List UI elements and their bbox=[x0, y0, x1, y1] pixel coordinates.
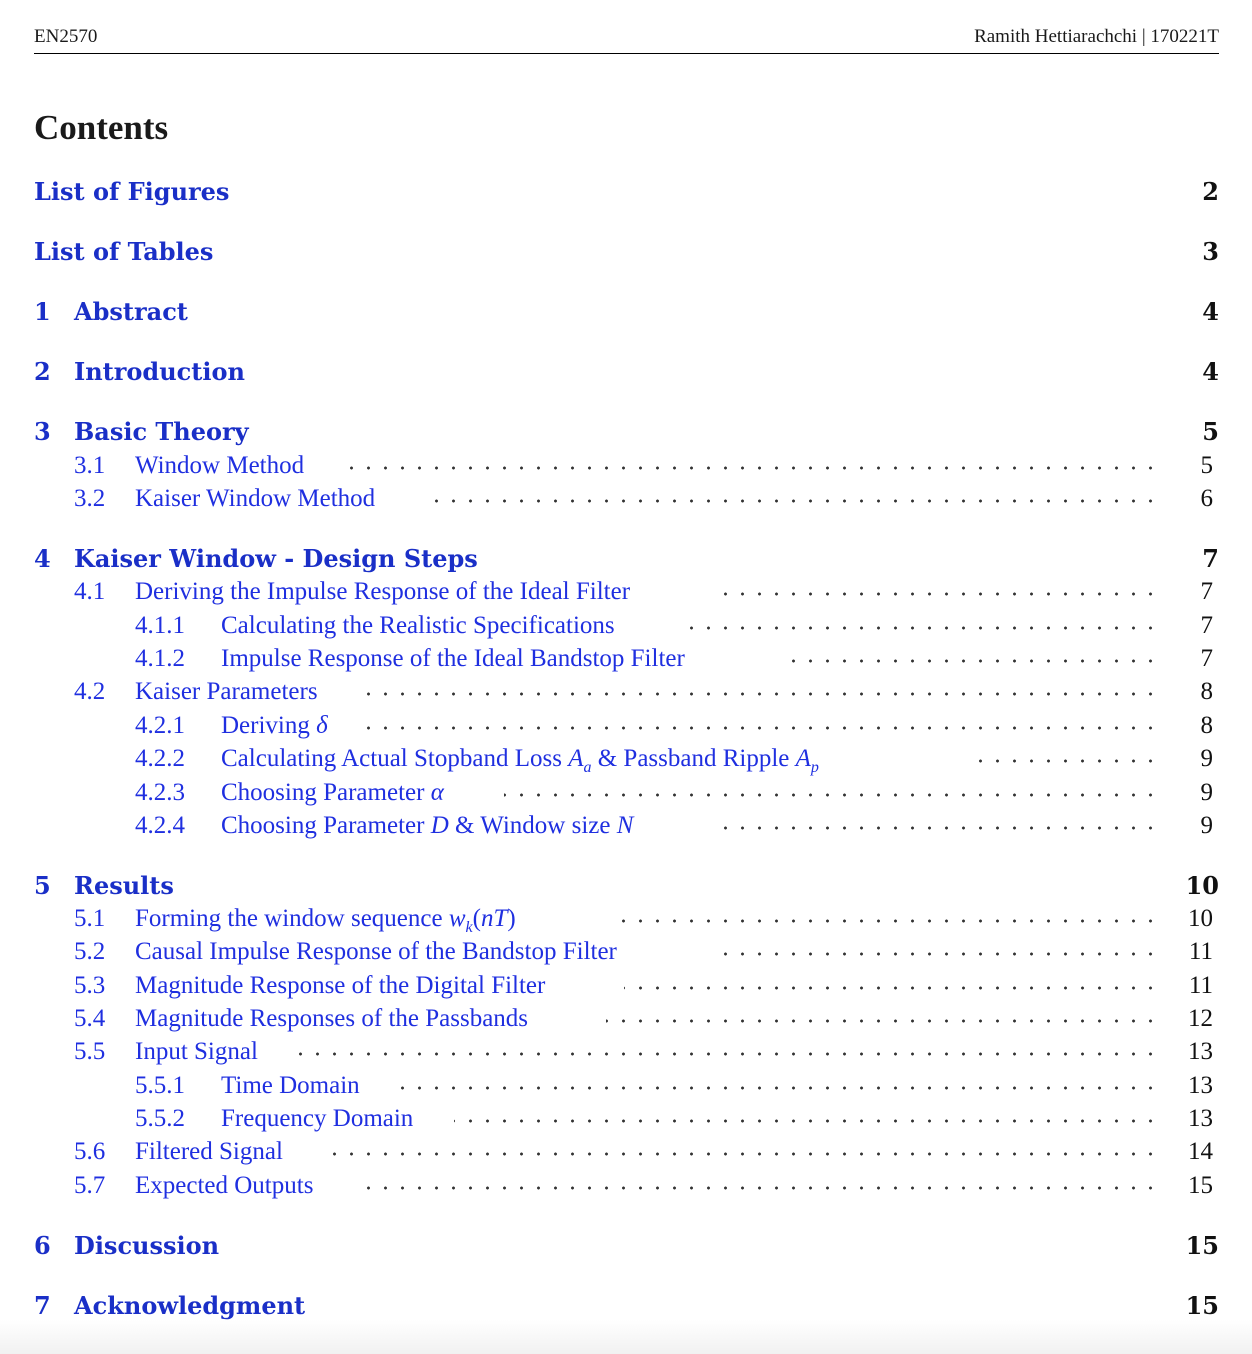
toc-entry-label[interactable] bbox=[135, 905, 516, 937]
toc-entry-number[interactable]: 4.2 bbox=[74, 678, 106, 705]
toc-entry-section-4-2-3[interactable] bbox=[34, 779, 1219, 813]
toc-entry-section-3[interactable] bbox=[34, 417, 1219, 451]
toc-entry-page: 7 bbox=[1200, 645, 1213, 672]
toc-entry-page: 7 bbox=[1200, 578, 1213, 605]
toc-entry-section-5-5-2[interactable] bbox=[34, 1105, 1219, 1139]
toc-entry-page: 8 bbox=[1200, 712, 1213, 739]
toc-entry-label[interactable]: List of Tables bbox=[34, 237, 214, 266]
toc-entry-section-5-4[interactable] bbox=[34, 1005, 1219, 1039]
toc-entry-page: 15 bbox=[1188, 1172, 1213, 1199]
toc-entry-number[interactable]: 5.4 bbox=[74, 1005, 106, 1032]
toc-entry-page: 12 bbox=[1188, 1005, 1213, 1032]
toc-entry-label[interactable]: Kaiser Window Method bbox=[135, 485, 376, 512]
toc-entry-number[interactable]: 3.2 bbox=[74, 485, 106, 512]
dot-leader bbox=[969, 759, 1159, 763]
toc-entry-section-4-1[interactable] bbox=[34, 578, 1219, 612]
toc-entry-page: 11 bbox=[1188, 972, 1213, 999]
toc-entry-section-5-3[interactable] bbox=[34, 972, 1219, 1006]
toc-entry-number[interactable]: 4.1.1 bbox=[135, 612, 185, 639]
toc-entry-page: 4 bbox=[1202, 297, 1219, 326]
toc-entry-section-4-2-4[interactable] bbox=[34, 812, 1219, 846]
toc-entry-section-7[interactable] bbox=[34, 1291, 1219, 1325]
dot-leader bbox=[614, 919, 1159, 923]
toc-entry-page: 9 bbox=[1200, 745, 1213, 772]
toc-entry-list-of-figures[interactable] bbox=[34, 177, 1219, 211]
toc-entry-section-1[interactable] bbox=[34, 297, 1219, 331]
dot-leader bbox=[624, 986, 1159, 990]
toc-entry-number[interactable]: 5.2 bbox=[74, 938, 106, 965]
toc-entry-page: 15 bbox=[1185, 1231, 1219, 1260]
toc-entry-number[interactable]: 5.7 bbox=[74, 1172, 106, 1199]
toc-entry-label[interactable]: Introduction bbox=[74, 357, 245, 386]
toc-entry-section-3-2[interactable] bbox=[34, 485, 1219, 519]
label-text: Forming the window sequence bbox=[135, 905, 449, 932]
toc-entry-label[interactable]: Basic Theory bbox=[74, 417, 249, 446]
toc-entry-section-5-6[interactable] bbox=[34, 1138, 1219, 1172]
toc-entry-page: 14 bbox=[1188, 1138, 1213, 1165]
toc-entry-label[interactable]: Causal Impulse Response of the Bandstop Filter bbox=[135, 938, 617, 965]
toc-entry-page: 15 bbox=[1185, 1291, 1219, 1320]
toc-entry-page: 9 bbox=[1200, 812, 1213, 839]
math-symbol: $w_k$ bbox=[448, 905, 473, 936]
toc-entry-number[interactable]: 4.2.2 bbox=[135, 745, 185, 772]
toc-entry-number[interactable]: 4.1 bbox=[74, 578, 106, 605]
toc-entry-page: 7 bbox=[1202, 544, 1219, 573]
dot-leader bbox=[342, 466, 1159, 470]
toc-entry-section-2[interactable] bbox=[34, 357, 1219, 391]
toc-entry-number[interactable]: 4.2.1 bbox=[135, 712, 185, 739]
toc-entry-section-5-7[interactable] bbox=[34, 1172, 1219, 1206]
math-symbol: δ bbox=[316, 712, 328, 739]
toc-entry-label[interactable]: Impulse Response of the Ideal Bandstop Filter bbox=[221, 645, 685, 672]
dot-leader bbox=[504, 793, 1159, 797]
toc-entry-label[interactable]: Abstract bbox=[74, 297, 188, 326]
toc-entry-section-5-5[interactable] bbox=[34, 1038, 1219, 1072]
toc-entry-page: 3 bbox=[1202, 237, 1219, 266]
toc-entry-section-3-1[interactable] bbox=[34, 452, 1219, 486]
dot-leader bbox=[686, 626, 1159, 630]
toc-entry-number[interactable]: 1 bbox=[34, 297, 51, 326]
dot-leader bbox=[606, 1019, 1159, 1023]
toc-entry-number[interactable]: 4 bbox=[34, 544, 51, 573]
toc-entry-number[interactable]: 2 bbox=[34, 357, 51, 386]
math-symbol: α bbox=[430, 779, 444, 806]
label-text: & Passband Ripple bbox=[591, 745, 796, 772]
dot-leader bbox=[716, 952, 1159, 956]
dot-leader bbox=[427, 499, 1159, 503]
toc-entry-section-4-1-2[interactable] bbox=[34, 645, 1219, 679]
toc-entry-label[interactable]: Kaiser Parameters bbox=[135, 678, 318, 705]
toc-entry-label[interactable] bbox=[221, 779, 444, 807]
dot-leader bbox=[778, 659, 1159, 663]
course-code: EN2570 bbox=[34, 26, 98, 47]
page-title: Contents bbox=[34, 108, 169, 147]
label-text: Deriving bbox=[221, 712, 317, 739]
label-text: Choosing Parameter bbox=[221, 779, 431, 806]
toc-entry-number[interactable]: 3 bbox=[34, 417, 51, 446]
toc-entry-section-5-1[interactable] bbox=[34, 905, 1219, 939]
toc-entry-section-4-2-1[interactable] bbox=[34, 712, 1219, 746]
toc-entry-section-4-2[interactable] bbox=[34, 678, 1219, 712]
toc-entry-page: 5 bbox=[1200, 452, 1213, 479]
toc-entry-page: 13 bbox=[1188, 1105, 1213, 1132]
toc-entry-section-5[interactable] bbox=[34, 871, 1219, 905]
toc-entry-page: 11 bbox=[1188, 938, 1213, 965]
toc-entry-label[interactable]: Frequency Domain bbox=[221, 1105, 414, 1132]
math-symbol: (nT) bbox=[472, 905, 516, 932]
dot-leader bbox=[326, 1152, 1159, 1156]
math-symbol: $A_p$ bbox=[795, 745, 819, 776]
toc-entry-number[interactable]: 4.1.2 bbox=[135, 645, 185, 672]
toc-entry-number[interactable]: 7 bbox=[34, 1291, 51, 1320]
toc-entry-label[interactable]: List of Figures bbox=[34, 177, 230, 206]
label-text: & Window size bbox=[448, 812, 617, 839]
toc-entry-label[interactable]: Magnitude Response of the Digital Filter bbox=[135, 972, 546, 999]
toc-entry-number[interactable]: 4.2.3 bbox=[135, 779, 185, 806]
math-symbol: N bbox=[616, 812, 634, 839]
toc-entry-number[interactable]: 5.1 bbox=[74, 905, 106, 932]
toc-entry-section-5-2[interactable] bbox=[34, 938, 1219, 972]
toc-entry-label[interactable]: Time Domain bbox=[221, 1072, 360, 1099]
dot-leader bbox=[394, 1086, 1159, 1090]
toc-entry-page: 10 bbox=[1185, 871, 1219, 900]
toc-entry-label[interactable]: Magnitude Responses of the Passbands bbox=[135, 1005, 529, 1032]
toc-entry-section-5-5-1[interactable] bbox=[34, 1072, 1219, 1106]
toc-entry-number[interactable]: 4.2.4 bbox=[135, 812, 185, 839]
label-text: Choosing Parameter bbox=[221, 812, 431, 839]
toc-entry-label[interactable]: Window Method bbox=[135, 452, 305, 479]
math-symbol: $A_a$ bbox=[568, 745, 592, 776]
toc-entry-label[interactable] bbox=[221, 812, 633, 840]
toc-entry-number[interactable]: 5 bbox=[34, 871, 51, 900]
toc-entry-page: 2 bbox=[1202, 177, 1219, 206]
dot-leader bbox=[364, 692, 1159, 696]
dot-leader bbox=[362, 726, 1159, 730]
toc-entry-label[interactable]: Results bbox=[74, 871, 174, 900]
toc-entry-section-6[interactable] bbox=[34, 1231, 1219, 1265]
toc-entry-label[interactable]: Deriving the Impulse Response of the Ideal Filter bbox=[135, 578, 631, 605]
label-text: Calculating Actual Stopband Loss bbox=[221, 745, 569, 772]
toc-entry-section-4-1-1[interactable] bbox=[34, 612, 1219, 646]
page-header bbox=[34, 26, 1219, 54]
toc-entry-number[interactable]: 5.6 bbox=[74, 1138, 106, 1165]
dot-leader bbox=[364, 1186, 1159, 1190]
toc-entry-label[interactable] bbox=[221, 745, 819, 777]
toc-entry-page: 5 bbox=[1202, 417, 1219, 446]
author-info: Ramith Hettiarachchi | 170221T bbox=[974, 26, 1219, 47]
dot-leader bbox=[724, 592, 1159, 596]
toc-entry-page: 13 bbox=[1188, 1038, 1213, 1065]
toc-entry-number[interactable]: 3.1 bbox=[74, 452, 106, 479]
dot-leader bbox=[296, 1052, 1159, 1056]
toc-entry-page: 7 bbox=[1200, 612, 1213, 639]
toc-entry-page: 10 bbox=[1188, 905, 1213, 932]
toc-entry-label[interactable]: Discussion bbox=[74, 1231, 220, 1260]
toc-entry-page: 9 bbox=[1200, 779, 1213, 806]
toc-entry-label[interactable] bbox=[221, 712, 328, 740]
toc-entry-label[interactable]: Input Signal bbox=[135, 1038, 258, 1065]
toc-entry-number[interactable]: 5.5 bbox=[74, 1038, 106, 1065]
toc-entry-label[interactable]: Kaiser Window - Design Steps bbox=[74, 544, 478, 573]
toc-entry-page: 6 bbox=[1200, 485, 1213, 512]
toc-entry-page: 4 bbox=[1202, 357, 1219, 386]
toc-entry-number[interactable]: 5.5.1 bbox=[135, 1072, 185, 1099]
math-symbol: D bbox=[430, 812, 449, 839]
toc-entry-number[interactable]: 6 bbox=[34, 1231, 51, 1260]
toc-entry-label[interactable]: Calculating the Realistic Specifications bbox=[221, 612, 615, 639]
toc-entry-page: 8 bbox=[1200, 678, 1213, 705]
toc-entry-label[interactable]: Filtered Signal bbox=[135, 1138, 283, 1165]
toc-entry-section-4[interactable] bbox=[34, 544, 1219, 578]
toc-entry-list-of-tables[interactable] bbox=[34, 237, 1219, 271]
toc-entry-section-4-2-2[interactable] bbox=[34, 745, 1219, 779]
toc-entry-label[interactable]: Expected Outputs bbox=[135, 1172, 314, 1199]
toc-entry-number[interactable]: 5.5.2 bbox=[135, 1105, 185, 1132]
dot-leader bbox=[454, 1119, 1159, 1123]
toc-entry-label[interactable]: Acknowledgment bbox=[74, 1291, 306, 1320]
toc-entry-number[interactable]: 5.3 bbox=[74, 972, 106, 999]
toc-entry-page: 13 bbox=[1188, 1072, 1213, 1099]
dot-leader bbox=[724, 826, 1159, 830]
